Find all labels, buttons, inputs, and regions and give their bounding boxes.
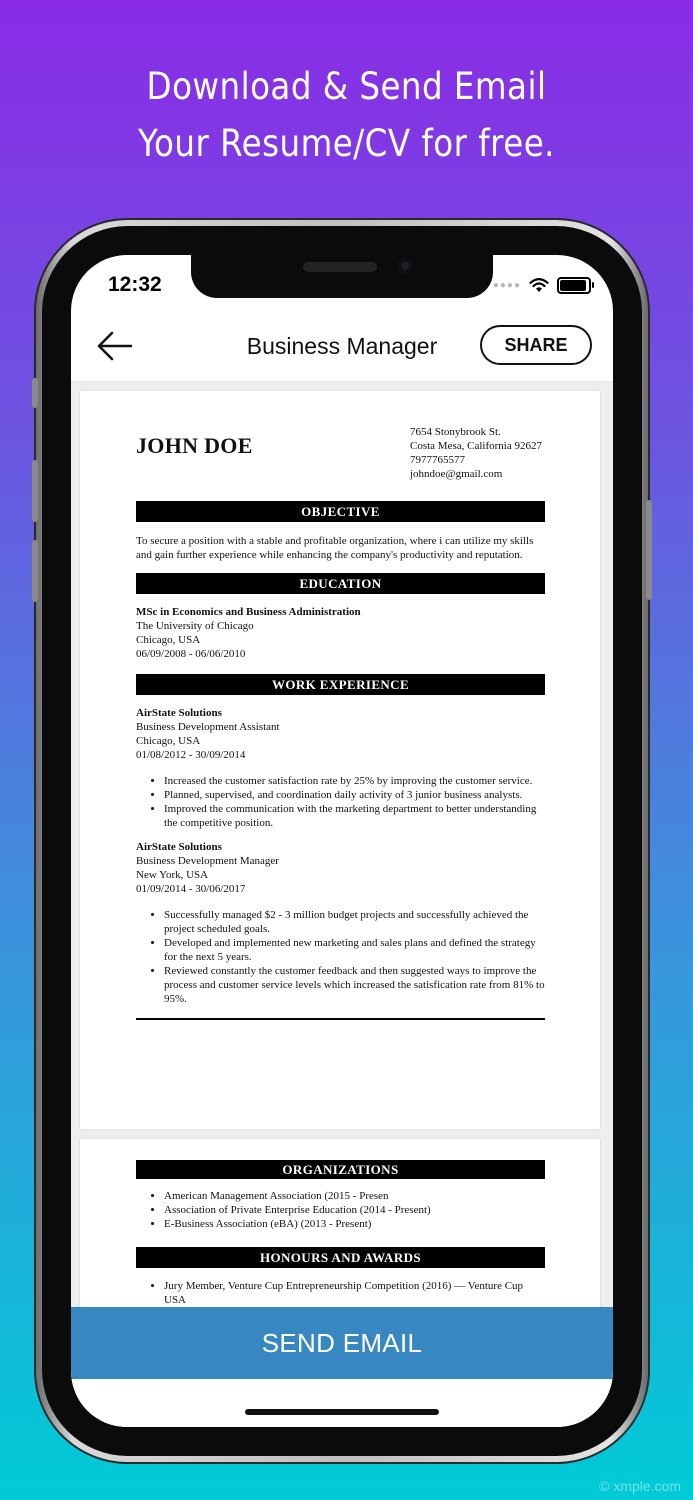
send-email-button[interactable]: SEND EMAIL [71,1307,613,1379]
job-1 [136,706,545,762]
objective-line: To secure a position with a stable and profitable organization, where i can utilize my skills [136,535,534,547]
job-2 [136,840,545,896]
list-item: • Successfully managed $2 - 3 million budget projects and successfully achieved the project scheduled goals. [164,908,545,936]
job-title: Business Development Assistant [136,721,280,733]
job-dates: 01/09/2014 - 30/06/2017 [136,883,246,895]
address-city: Costa Mesa, California 92627 [410,440,542,452]
power-button [646,500,652,600]
resume-address [410,425,542,481]
honours-section [136,1247,545,1307]
page-title: Business Manager [246,333,438,359]
signal-icon: ●●●● [492,280,521,291]
resume-page-1 [80,391,600,1129]
job-2-bullets [136,908,545,1006]
job-location: Chicago, USA [136,735,201,747]
honours-list [136,1279,545,1307]
resume-name: JOHN DOE [136,433,253,458]
phone-screen [71,255,613,1427]
address-street: 7654 Stonybrook St. [410,426,501,438]
address-phone: 7977765577 [410,454,465,466]
list-item: • Association of Private Enterprise Education (2014 - Present) [164,1203,545,1217]
objective-heading: OBJECTIVE [136,501,545,522]
address-email: johndoe@gmail.com [410,468,503,480]
list-item: • Increased the customer satisfaction rate by 25% by improving the customer service. [164,774,545,788]
job-company: AirState Solutions [136,707,222,719]
objective-section [136,501,545,562]
job-title: Business Development Manager [136,855,279,867]
education-location: Chicago, USA [136,634,201,646]
list-item: • Planned, supervised, and coordination daily activity of 3 junior business analysts. [164,788,545,802]
job-dates: 01/08/2012 - 30/09/2014 [136,749,246,761]
navigation-bar [71,315,613,382]
page-end-rule [136,1018,545,1020]
objective-text [136,534,545,562]
promo-headline [42,58,652,172]
share-button[interactable]: SHARE [480,325,592,365]
education-school: The University of Chicago [136,620,254,632]
education-dates: 06/09/2008 - 06/06/2010 [136,648,246,660]
phone-frame [36,220,648,1462]
job-1-bullets [136,774,545,830]
list-item: • Improved the communication with the marketing department to better understanding the competitive position. [164,802,545,830]
list-item: • Developed and implemented new marketing and sales plans and defined the strategy for the next 5 years. [164,936,545,964]
list-item: • Reviewed constantly the customer feedback and then suggested ways to improve the process and customer service levels which increased the satisfication rate from 81% to 95%. [164,964,545,1006]
honours-heading: HONOURS AND AWARDS [136,1247,545,1268]
list-item: • American Management Association (2015 - Presen [164,1189,545,1203]
wifi-icon [529,278,549,293]
front-camera [397,258,413,274]
education-section [136,573,545,661]
status-icons [493,277,591,294]
education-heading: EDUCATION [136,573,545,594]
organizations-heading: ORGANIZATIONS [136,1160,545,1179]
organizations-list [136,1189,545,1231]
promo-line-1: Download & Send Email [146,65,547,108]
job-location: New York, USA [136,869,209,881]
job-company: AirState Solutions [136,841,222,853]
work-heading: WORK EXPERIENCE [136,674,545,695]
watermark: © xmple.com [599,1478,681,1494]
status-time: 12:32 [108,273,162,296]
list-item: • Jury Member, Venture Cup Entrepreneurship Competition (2016) — Venture Cup USA [164,1279,545,1307]
volume-down-button [32,540,38,602]
home-indicator[interactable] [245,1409,439,1415]
mute-switch [32,378,38,408]
list-item: • E-Business Association (eBA) (2013 - Present) [164,1217,545,1231]
promo-line-2: Your Resume/CV for free. [138,122,555,165]
speaker-grille [303,262,377,272]
home-area [71,1379,613,1427]
education-details [136,605,545,661]
organizations-section [136,1160,545,1231]
notch [191,255,493,298]
work-section [136,674,545,1020]
volume-up-button [32,460,38,522]
resume-preview[interactable] [71,382,613,1427]
battery-icon [557,277,591,294]
education-degree: MSc in Economics and Business Administration [136,606,361,618]
objective-line: and gain further experience while enhancing the company's productivity and reputation. [136,549,523,561]
